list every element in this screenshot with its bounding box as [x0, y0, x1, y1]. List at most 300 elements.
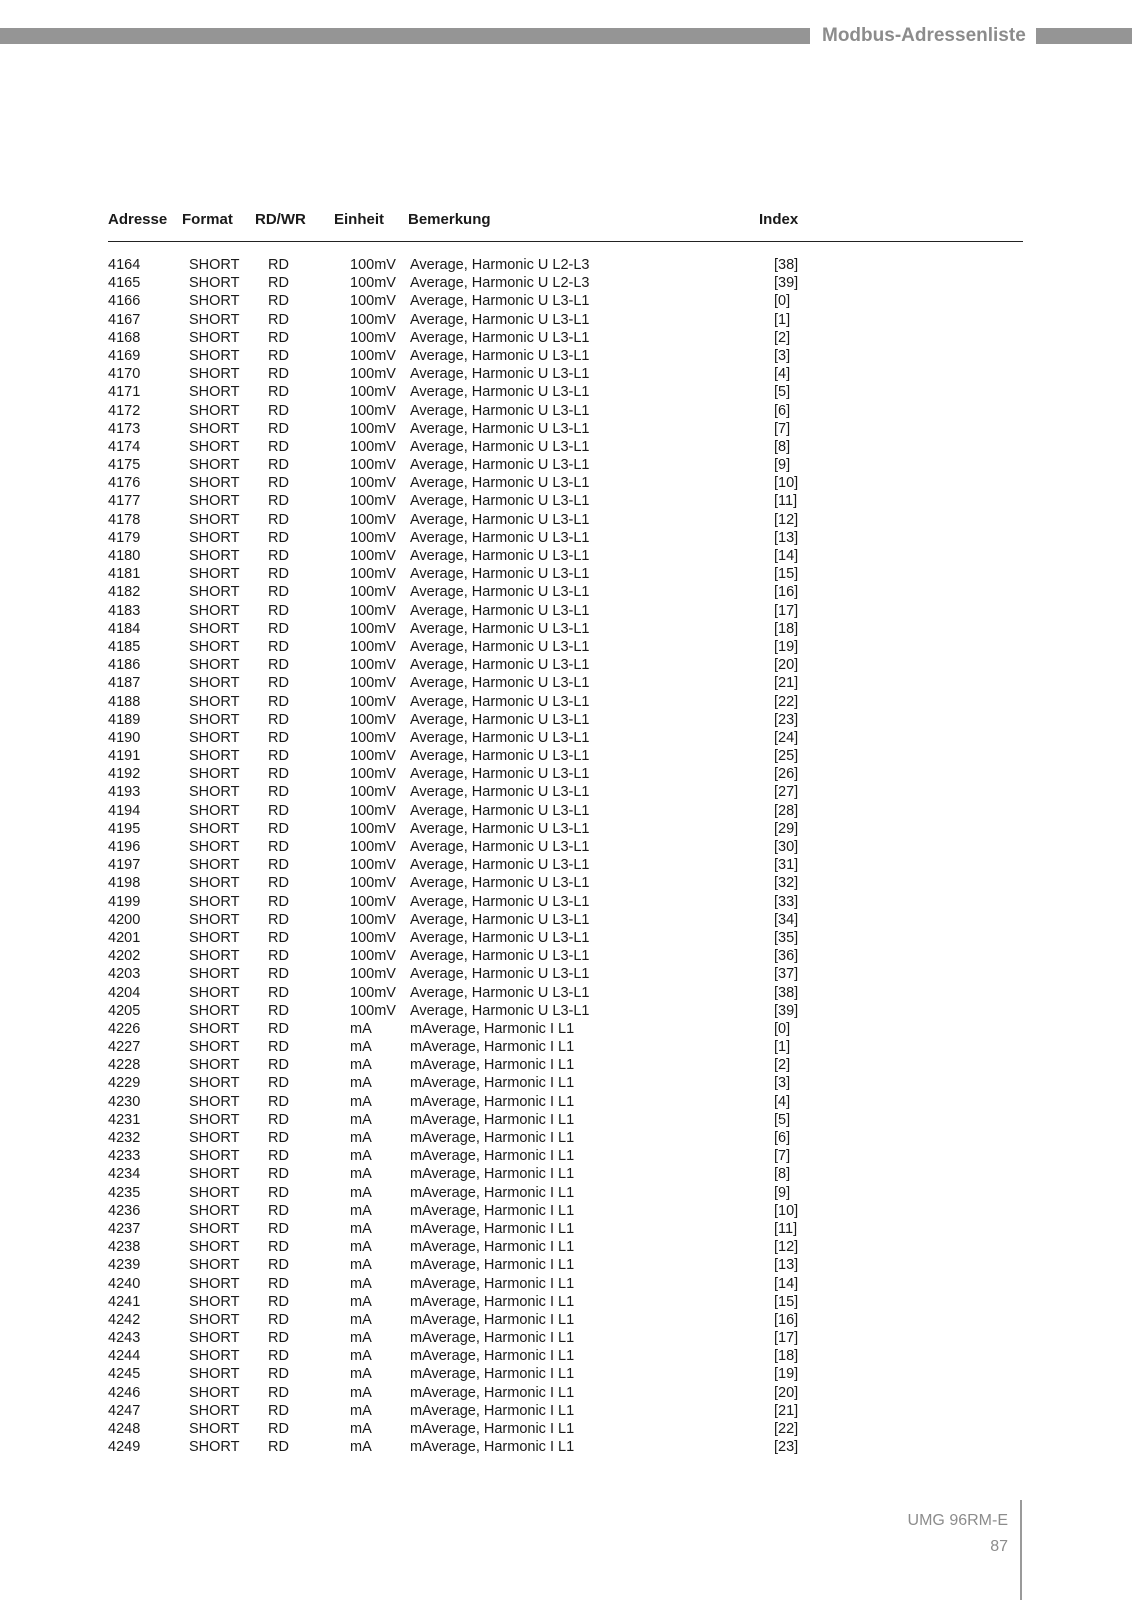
cell-adresse: 4182 — [108, 584, 141, 601]
table-row — [108, 1256, 1023, 1274]
table-header — [108, 211, 1023, 242]
cell-format: SHORT — [189, 1039, 240, 1056]
cell-index: [10] — [774, 475, 799, 492]
cell-einheit: 100mV — [350, 638, 396, 655]
cell-bemerkung: mAverage, Harmonic I L1 — [410, 1239, 575, 1256]
cell-einheit: 100mV — [350, 566, 396, 583]
cell-bemerkung: mAverage, Harmonic I L1 — [410, 1293, 575, 1310]
cell-index: [21] — [774, 1402, 799, 1419]
table-row — [108, 874, 1023, 892]
cell-format: SHORT — [189, 729, 240, 746]
cell-adresse: 4239 — [108, 1257, 141, 1274]
cell-bemerkung: Average, Harmonic U L3-L1 — [410, 711, 590, 728]
cell-index: [0] — [774, 1020, 791, 1037]
cell-rdwr: RD — [268, 1311, 289, 1328]
cell-index: [7] — [774, 420, 791, 437]
cell-adresse: 4173 — [108, 420, 141, 437]
cell-format: SHORT — [189, 693, 240, 710]
table-row — [108, 529, 1023, 547]
cell-format: SHORT — [189, 1075, 240, 1092]
table-row — [108, 1347, 1023, 1365]
cell-index: [37] — [774, 966, 799, 983]
cell-einheit: 100mV — [350, 384, 396, 401]
cell-einheit: 100mV — [350, 584, 396, 601]
cell-adresse: 4189 — [108, 711, 141, 728]
cell-adresse: 4188 — [108, 693, 141, 710]
cell-einheit: mA — [350, 1239, 372, 1256]
cell-index: [23] — [774, 1439, 799, 1456]
cell-bemerkung: mAverage, Harmonic I L1 — [410, 1348, 575, 1365]
cell-rdwr: RD — [268, 1202, 289, 1219]
cell-rdwr: RD — [268, 966, 289, 983]
cell-index: [22] — [774, 1421, 799, 1437]
column-header-einheit: Einheit — [334, 211, 385, 228]
cell-format: SHORT — [189, 1202, 240, 1219]
table-row — [108, 474, 1023, 492]
cell-rdwr: RD — [268, 438, 289, 455]
cell-format: SHORT — [189, 657, 240, 674]
cell-adresse: 4186 — [108, 657, 141, 674]
cell-index: [19] — [774, 1366, 799, 1383]
cell-adresse: 4234 — [108, 1166, 141, 1183]
cell-index: [15] — [774, 566, 799, 583]
cell-rdwr: RD — [268, 1075, 289, 1092]
cell-einheit: mA — [350, 1348, 372, 1365]
cell-adresse: 4230 — [108, 1093, 141, 1110]
cell-adresse: 4203 — [108, 966, 141, 983]
cell-adresse: 4198 — [108, 875, 141, 892]
cell-rdwr: RD — [268, 784, 289, 801]
cell-format: SHORT — [189, 1130, 240, 1146]
cell-rdwr: RD — [268, 1275, 289, 1292]
table-row — [108, 765, 1023, 783]
cell-einheit: 100mV — [350, 475, 396, 492]
cell-index: [24] — [774, 729, 799, 746]
cell-format: SHORT — [189, 766, 240, 783]
cell-einheit: 100mV — [350, 493, 396, 510]
cell-adresse: 4238 — [108, 1239, 141, 1256]
cell-bemerkung: Average, Harmonic U L2-L3 — [410, 275, 590, 292]
cell-einheit: 100mV — [350, 711, 396, 728]
cell-adresse: 4187 — [108, 675, 141, 692]
cell-bemerkung: Average, Harmonic U L3-L1 — [410, 366, 590, 383]
cell-adresse: 4249 — [108, 1439, 141, 1456]
cell-einheit: mA — [350, 1257, 372, 1274]
table-row — [108, 365, 1023, 383]
cell-adresse: 4232 — [108, 1130, 141, 1146]
table-row — [108, 1147, 1023, 1165]
cell-index: [3] — [774, 347, 791, 364]
cell-index: [28] — [774, 802, 799, 819]
cell-format: SHORT — [189, 1002, 240, 1019]
table-row — [108, 965, 1023, 983]
footer-product-name: UMG 96RM-E — [907, 1512, 1008, 1529]
table-row — [108, 1329, 1023, 1347]
cell-einheit: mA — [350, 1039, 372, 1056]
cell-einheit: 100mV — [350, 275, 396, 292]
cell-format: SHORT — [189, 1020, 240, 1037]
cell-rdwr: RD — [268, 602, 289, 619]
cell-format: SHORT — [189, 329, 240, 346]
cell-index: [2] — [774, 329, 791, 346]
table-row — [108, 693, 1023, 711]
cell-format: SHORT — [189, 1184, 240, 1201]
cell-bemerkung: Average, Harmonic U L3-L1 — [410, 311, 590, 328]
cell-index: [8] — [774, 438, 791, 455]
table-row — [108, 456, 1023, 474]
cell-bemerkung: Average, Harmonic U L3-L1 — [410, 802, 590, 819]
cell-format: SHORT — [189, 1293, 240, 1310]
cell-einheit: 100mV — [350, 347, 396, 364]
cell-index: [0] — [774, 293, 791, 310]
table-row — [108, 256, 1023, 274]
cell-bemerkung: mAverage, Harmonic I L1 — [410, 1439, 575, 1456]
cell-einheit: mA — [350, 1057, 372, 1074]
cell-format: SHORT — [189, 857, 240, 874]
cell-rdwr: RD — [268, 1257, 289, 1274]
cell-einheit: 100mV — [350, 748, 396, 765]
cell-format: SHORT — [189, 1311, 240, 1328]
cell-adresse: 4171 — [108, 384, 141, 401]
table-row — [108, 711, 1023, 729]
cell-bemerkung: Average, Harmonic U L3-L1 — [410, 729, 590, 746]
table-row — [108, 1038, 1023, 1056]
cell-einheit: mA — [350, 1439, 372, 1456]
table-row — [108, 1238, 1023, 1256]
cell-einheit: 100mV — [350, 857, 396, 874]
cell-format: SHORT — [189, 347, 240, 364]
cell-format: SHORT — [189, 493, 240, 510]
cell-format: SHORT — [189, 529, 240, 546]
cell-index: [25] — [774, 748, 799, 765]
cell-rdwr: RD — [268, 1002, 289, 1019]
cell-format: SHORT — [189, 1384, 240, 1401]
cell-einheit: mA — [350, 1293, 372, 1310]
cell-adresse: 4190 — [108, 729, 141, 746]
table-row — [108, 893, 1023, 911]
cell-format: SHORT — [189, 1239, 240, 1256]
cell-einheit: mA — [350, 1384, 372, 1401]
cell-einheit: 100mV — [350, 893, 396, 910]
cell-adresse: 4176 — [108, 475, 141, 492]
cell-rdwr: RD — [268, 366, 289, 383]
cell-adresse: 4192 — [108, 766, 141, 783]
footer-divider — [1020, 1500, 1022, 1600]
cell-format: SHORT — [189, 511, 240, 528]
table-row — [108, 1111, 1023, 1129]
table-row — [108, 1365, 1023, 1383]
cell-adresse: 4165 — [108, 275, 141, 292]
cell-adresse: 4164 — [108, 257, 141, 273]
cell-rdwr: RD — [268, 1184, 289, 1201]
cell-einheit: mA — [350, 1311, 372, 1328]
cell-bemerkung: mAverage, Harmonic I L1 — [410, 1130, 575, 1146]
cell-rdwr: RD — [268, 802, 289, 819]
cell-bemerkung: Average, Harmonic U L3-L1 — [410, 475, 590, 492]
cell-index: [4] — [774, 1093, 791, 1110]
cell-index: [36] — [774, 948, 799, 965]
cell-einheit: mA — [350, 1148, 372, 1165]
cell-format: SHORT — [189, 911, 240, 928]
cell-einheit: 100mV — [350, 784, 396, 801]
cell-rdwr: RD — [268, 1020, 289, 1037]
cell-rdwr: RD — [268, 1330, 289, 1347]
cell-adresse: 4172 — [108, 402, 141, 419]
cell-rdwr: RD — [268, 1421, 289, 1437]
cell-format: SHORT — [189, 1257, 240, 1274]
cell-adresse: 4184 — [108, 620, 141, 637]
cell-index: [39] — [774, 1002, 799, 1019]
cell-format: SHORT — [189, 1057, 240, 1074]
cell-bemerkung: Average, Harmonic U L3-L1 — [410, 839, 590, 855]
cell-adresse: 4191 — [108, 748, 141, 765]
cell-format: SHORT — [189, 1348, 240, 1365]
cell-index: [5] — [774, 1111, 791, 1128]
cell-bemerkung: Average, Harmonic U L3-L1 — [410, 457, 590, 474]
table-row — [108, 820, 1023, 838]
cell-rdwr: RD — [268, 293, 289, 310]
table-row — [108, 1384, 1023, 1402]
cell-einheit: 100mV — [350, 802, 396, 819]
cell-adresse: 4229 — [108, 1075, 141, 1092]
table-row — [108, 729, 1023, 747]
cell-index: [2] — [774, 1057, 791, 1074]
cell-rdwr: RD — [268, 1057, 289, 1074]
cell-bemerkung: Average, Harmonic U L3-L1 — [410, 948, 590, 965]
cell-bemerkung: mAverage, Harmonic I L1 — [410, 1311, 575, 1328]
table-row — [108, 929, 1023, 947]
cell-format: SHORT — [189, 366, 240, 383]
cell-einheit: 100mV — [350, 293, 396, 310]
cell-rdwr: RD — [268, 638, 289, 655]
table-row — [108, 747, 1023, 765]
cell-einheit: mA — [350, 1421, 372, 1437]
table-row — [108, 856, 1023, 874]
cell-format: SHORT — [189, 784, 240, 801]
cell-einheit: 100mV — [350, 529, 396, 546]
cell-einheit: 100mV — [350, 620, 396, 637]
cell-index: [31] — [774, 857, 799, 874]
cell-format: SHORT — [189, 875, 240, 892]
cell-adresse: 4183 — [108, 602, 141, 619]
column-header-index: Index — [759, 211, 799, 228]
cell-adresse: 4205 — [108, 1002, 141, 1019]
cell-bemerkung: mAverage, Harmonic I L1 — [410, 1257, 575, 1274]
cell-format: SHORT — [189, 402, 240, 419]
cell-adresse: 4241 — [108, 1293, 141, 1310]
cell-bemerkung: Average, Harmonic U L3-L1 — [410, 529, 590, 546]
cell-bemerkung: mAverage, Harmonic I L1 — [410, 1075, 575, 1092]
cell-format: SHORT — [189, 1330, 240, 1347]
cell-format: SHORT — [189, 548, 240, 564]
cell-bemerkung: Average, Harmonic U L3-L1 — [410, 566, 590, 583]
table-body — [108, 256, 1023, 1456]
cell-bemerkung: Average, Harmonic U L3-L1 — [410, 820, 590, 837]
cell-einheit: 100mV — [350, 402, 396, 419]
cell-format: SHORT — [189, 275, 240, 292]
cell-bemerkung: Average, Harmonic U L3-L1 — [410, 893, 590, 910]
table-row — [108, 1002, 1023, 1020]
cell-adresse: 4179 — [108, 529, 141, 546]
table-row — [108, 947, 1023, 965]
cell-adresse: 4248 — [108, 1421, 141, 1437]
cell-index: [12] — [774, 511, 799, 528]
cell-adresse: 4244 — [108, 1348, 141, 1365]
cell-index: [6] — [774, 402, 791, 419]
page-number: 87 — [990, 1538, 1008, 1555]
cell-index: [39] — [774, 275, 799, 292]
cell-bemerkung: mAverage, Harmonic I L1 — [410, 1330, 575, 1347]
cell-index: [35] — [774, 929, 799, 946]
cell-adresse: 4168 — [108, 329, 141, 346]
cell-einheit: 100mV — [350, 929, 396, 946]
cell-index: [20] — [774, 1384, 799, 1401]
cell-format: SHORT — [189, 748, 240, 765]
cell-bemerkung: mAverage, Harmonic I L1 — [410, 1202, 575, 1219]
cell-bemerkung: mAverage, Harmonic I L1 — [410, 1384, 575, 1401]
cell-rdwr: RD — [268, 329, 289, 346]
cell-einheit: mA — [350, 1093, 372, 1110]
cell-bemerkung: Average, Harmonic U L3-L1 — [410, 875, 590, 892]
cell-index: [17] — [774, 602, 799, 619]
cell-bemerkung: Average, Harmonic U L3-L1 — [410, 911, 590, 928]
cell-bemerkung: Average, Harmonic U L3-L1 — [410, 929, 590, 946]
table-row — [108, 565, 1023, 583]
cell-format: SHORT — [189, 820, 240, 837]
cell-index: [11] — [774, 493, 798, 510]
cell-adresse: 4242 — [108, 1311, 141, 1328]
cell-format: SHORT — [189, 1366, 240, 1383]
table-row — [108, 1020, 1023, 1038]
cell-einheit: 100mV — [350, 675, 396, 692]
cell-rdwr: RD — [268, 1366, 289, 1383]
cell-einheit: 100mV — [350, 311, 396, 328]
cell-bemerkung: Average, Harmonic U L3-L1 — [410, 966, 590, 983]
cell-einheit: 100mV — [350, 366, 396, 383]
cell-einheit: 100mV — [350, 820, 396, 837]
cell-index: [30] — [774, 839, 799, 855]
cell-adresse: 4174 — [108, 438, 141, 455]
cell-index: [18] — [774, 620, 799, 637]
cell-einheit: mA — [350, 1130, 372, 1146]
cell-einheit: 100mV — [350, 984, 396, 1001]
cell-rdwr: RD — [268, 984, 289, 1001]
cell-format: SHORT — [189, 929, 240, 946]
cell-rdwr: RD — [268, 347, 289, 364]
column-header-adresse: Adresse — [108, 211, 168, 228]
cell-adresse: 4193 — [108, 784, 141, 801]
cell-format: SHORT — [189, 948, 240, 965]
cell-index: [29] — [774, 820, 799, 837]
cell-bemerkung: Average, Harmonic U L3-L1 — [410, 438, 590, 455]
cell-format: SHORT — [189, 1220, 240, 1237]
cell-rdwr: RD — [268, 1439, 289, 1456]
cell-index: [7] — [774, 1148, 791, 1165]
cell-adresse: 4243 — [108, 1330, 141, 1347]
cell-rdwr: RD — [268, 911, 289, 928]
cell-format: SHORT — [189, 1439, 240, 1456]
cell-adresse: 4194 — [108, 802, 141, 819]
cell-einheit: mA — [350, 1166, 372, 1183]
cell-adresse: 4175 — [108, 457, 141, 474]
cell-rdwr: RD — [268, 657, 289, 674]
table-row — [108, 329, 1023, 347]
cell-bemerkung: mAverage, Harmonic I L1 — [410, 1220, 575, 1237]
cell-index: [26] — [774, 766, 799, 783]
cell-format: SHORT — [189, 711, 240, 728]
table-row — [108, 311, 1023, 329]
cell-bemerkung: Average, Harmonic U L3-L1 — [410, 584, 590, 601]
cell-adresse: 4204 — [108, 984, 141, 1001]
cell-rdwr: RD — [268, 584, 289, 601]
cell-bemerkung: mAverage, Harmonic I L1 — [410, 1057, 575, 1074]
cell-format: SHORT — [189, 293, 240, 310]
page-header-title: Modbus-Adressenliste — [822, 25, 1026, 46]
cell-rdwr: RD — [268, 839, 289, 855]
cell-rdwr: RD — [268, 420, 289, 437]
cell-bemerkung: Average, Harmonic U L3-L1 — [410, 329, 590, 346]
cell-rdwr: RD — [268, 566, 289, 583]
cell-bemerkung: Average, Harmonic U L3-L1 — [410, 748, 590, 765]
cell-bemerkung: mAverage, Harmonic I L1 — [410, 1166, 575, 1183]
cell-format: SHORT — [189, 675, 240, 692]
cell-bemerkung: mAverage, Harmonic I L1 — [410, 1366, 575, 1383]
cell-bemerkung: mAverage, Harmonic I L1 — [410, 1148, 575, 1165]
cell-index: [19] — [774, 638, 799, 655]
cell-rdwr: RD — [268, 748, 289, 765]
cell-index: [20] — [774, 657, 799, 674]
cell-format: SHORT — [189, 602, 240, 619]
column-header-rdwr: RD/WR — [255, 211, 306, 228]
cell-bemerkung: Average, Harmonic U L3-L1 — [410, 766, 590, 783]
cell-bemerkung: Average, Harmonic U L3-L1 — [410, 402, 590, 419]
cell-format: SHORT — [189, 1421, 240, 1437]
cell-adresse: 4245 — [108, 1366, 141, 1383]
cell-adresse: 4178 — [108, 511, 141, 528]
cell-bemerkung: Average, Harmonic U L3-L1 — [410, 657, 590, 674]
cell-rdwr: RD — [268, 1039, 289, 1056]
cell-rdwr: RD — [268, 493, 289, 510]
cell-rdwr: RD — [268, 857, 289, 874]
table-row — [108, 620, 1023, 638]
cell-rdwr: RD — [268, 1148, 289, 1165]
table-row — [108, 1275, 1023, 1293]
cell-bemerkung: mAverage, Harmonic I L1 — [410, 1421, 575, 1437]
cell-einheit: 100mV — [350, 548, 396, 564]
cell-bemerkung: Average, Harmonic U L2-L3 — [410, 257, 590, 273]
table-row — [108, 1056, 1023, 1074]
cell-format: SHORT — [189, 966, 240, 983]
table-row — [108, 274, 1023, 292]
cell-rdwr: RD — [268, 548, 289, 564]
table-row — [108, 292, 1023, 310]
table-row — [108, 511, 1023, 529]
cell-format: SHORT — [189, 802, 240, 819]
cell-bemerkung: Average, Harmonic U L3-L1 — [410, 493, 590, 510]
cell-format: SHORT — [189, 566, 240, 583]
cell-format: SHORT — [189, 1093, 240, 1110]
cell-bemerkung: Average, Harmonic U L3-L1 — [410, 602, 590, 619]
cell-rdwr: RD — [268, 929, 289, 946]
cell-format: SHORT — [189, 620, 240, 637]
cell-index: [1] — [774, 1039, 791, 1056]
cell-index: [34] — [774, 911, 799, 928]
cell-adresse: 4235 — [108, 1184, 141, 1201]
cell-format: SHORT — [189, 1111, 240, 1128]
table-row — [108, 347, 1023, 365]
cell-rdwr: RD — [268, 1130, 289, 1146]
cell-bemerkung: Average, Harmonic U L3-L1 — [410, 857, 590, 874]
